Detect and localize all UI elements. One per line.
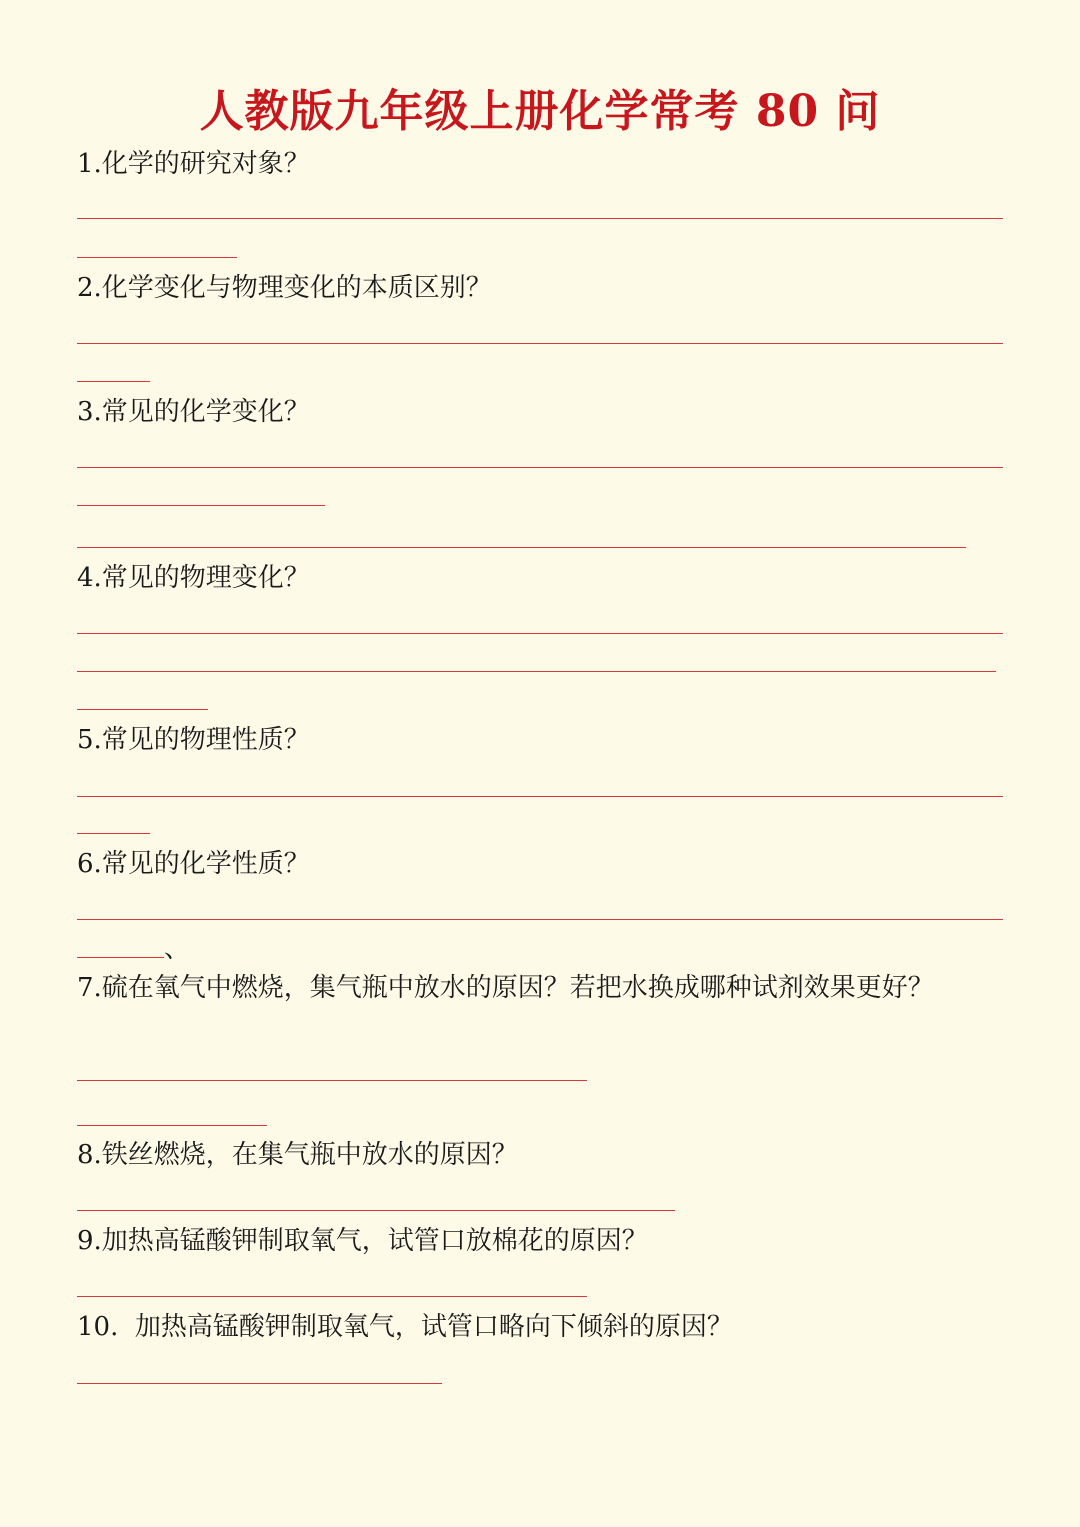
answer-line[interactable] bbox=[77, 1383, 442, 1384]
answer-line[interactable] bbox=[77, 547, 966, 548]
question-7: 7.硫在氧气中燃烧，集气瓶中放水的原因？若把水换成哪种试剂效果更好？ bbox=[77, 973, 934, 1003]
answer-line[interactable] bbox=[77, 919, 1003, 920]
answer-line[interactable] bbox=[77, 833, 150, 834]
question-2: 2.化学变化与物理变化的本质区别？ bbox=[77, 273, 492, 303]
answer-line[interactable] bbox=[77, 505, 325, 506]
answer-line[interactable] bbox=[77, 1210, 675, 1211]
answer-line[interactable] bbox=[77, 671, 996, 672]
question-9: 9.加热高锰酸钾制取氧气，试管口放棉花的原因？ bbox=[77, 1226, 648, 1256]
answer-line[interactable] bbox=[77, 257, 237, 258]
answer-line[interactable] bbox=[77, 218, 1003, 219]
page-title: 人教版九年级上册化学常考 80 问 bbox=[199, 86, 881, 137]
stray-mark: 、 bbox=[164, 934, 191, 964]
answer-line[interactable] bbox=[77, 1296, 587, 1297]
answer-line[interactable] bbox=[77, 709, 208, 710]
question-1: 1.化学的研究对象？ bbox=[77, 149, 310, 179]
answer-line[interactable] bbox=[77, 1125, 267, 1126]
question-8: 8.铁丝燃烧，在集气瓶中放水的原因？ bbox=[77, 1140, 518, 1170]
question-6: 6.常见的化学性质？ bbox=[77, 849, 310, 879]
question-3: 3.常见的化学变化？ bbox=[77, 397, 310, 427]
question-5: 5.常见的物理性质？ bbox=[77, 725, 310, 755]
answer-line[interactable] bbox=[77, 381, 150, 382]
answer-line[interactable] bbox=[77, 343, 1003, 344]
question-10: 10. 加热高锰酸钾制取氧气，试管口略向下倾斜的原因？ bbox=[77, 1312, 733, 1342]
answer-line[interactable] bbox=[77, 467, 1003, 468]
answer-line[interactable] bbox=[77, 1080, 587, 1081]
answer-line[interactable] bbox=[77, 633, 1003, 634]
answer-line[interactable] bbox=[77, 957, 164, 958]
question-4: 4.常见的物理变化？ bbox=[77, 563, 310, 593]
answer-line[interactable] bbox=[77, 796, 1003, 797]
